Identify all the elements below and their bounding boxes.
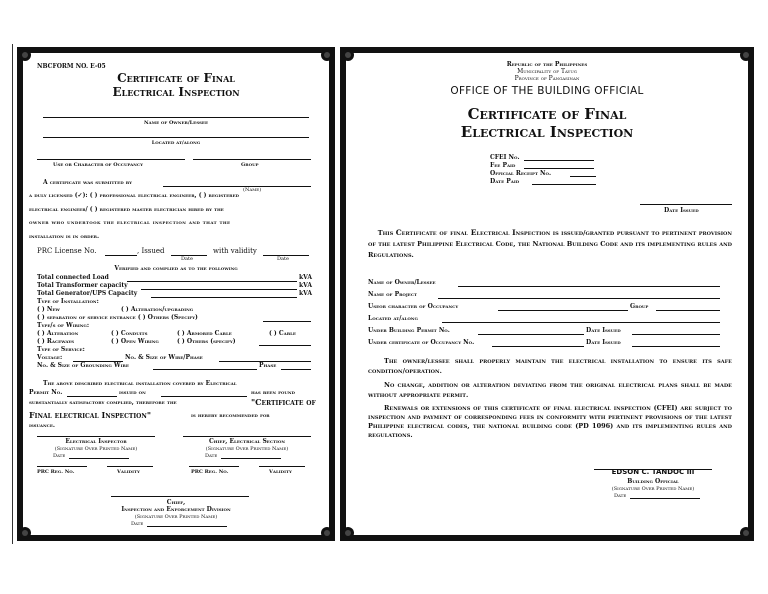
no-size-grounding: No. & Size of Grounding Wire xyxy=(37,362,129,369)
opt-separation: ( ) separation of service entrance ( ) Others (Specify) xyxy=(37,314,198,321)
group-label: Group xyxy=(241,162,259,168)
corner-rivet-icon xyxy=(321,49,333,61)
total-connected-load: Total connected Load xyxy=(37,274,109,281)
date-label-2: Date xyxy=(277,256,289,262)
chief-title: Chief, xyxy=(166,499,186,506)
opt-conduits: ( ) Conduits xyxy=(111,330,148,337)
republic: Republic of the Philippines xyxy=(506,61,588,68)
municipality: Municipality of Tayug xyxy=(517,68,577,75)
official-date: Date xyxy=(614,493,627,499)
corner-rivet-icon xyxy=(19,49,31,61)
sig1-title: Electrical Inspector xyxy=(65,438,127,445)
voltage: Voltage: xyxy=(37,354,63,361)
phase: Phase xyxy=(259,362,277,369)
sig1-date: Date xyxy=(53,453,66,459)
opt-open-wiring: ( ) Open Wiring xyxy=(111,338,159,345)
no-size-wire: No. & Size of Wire/Phase xyxy=(125,354,203,361)
para1-line-e: issuance. xyxy=(29,422,56,429)
para1-line-d: is hereby recommended for xyxy=(191,412,270,419)
validity-1: Validity xyxy=(117,469,140,475)
prc-reg-1: PRC Reg. No. xyxy=(37,469,75,475)
name-tag: (Name) xyxy=(243,187,262,193)
paragraph-4: Renewals or extensions of this certificate of final electrical inspection (CFEI) are subject to inspection and payment of corresponding fees in conformity with pertinent provisions of the latest Philippine electrical codes, the national building code (PD 1096) and its implementing rules and regulations. xyxy=(368,404,732,439)
para1-permit: Permit No. xyxy=(29,389,63,396)
paragraph-2: The owner/lessee shall properly maintain the electrical installation to ensure its safe condition/operation. xyxy=(368,357,732,375)
official-receipt: Official Receipt No. xyxy=(490,170,552,177)
cfei-no: CFEI No. xyxy=(490,154,520,161)
official-sub: (Signature Over Printed Name) xyxy=(611,486,695,492)
validity-2: Validity xyxy=(269,469,292,475)
kva-3: kVA xyxy=(299,290,313,297)
para1-found: has been found xyxy=(251,389,296,396)
type-service: Type of Service: xyxy=(37,346,85,353)
sig1-sub: (Signature Over Printed Name) xyxy=(54,446,138,452)
right-certificate xyxy=(346,53,748,535)
engineer-line: electrical engineer/ ( ) registered master electrician hired by the xyxy=(29,206,224,213)
opt-raceways: ( ) Raceways xyxy=(37,338,75,345)
p1-this: This xyxy=(377,229,394,237)
para1-quote-a: "Certificate of xyxy=(251,397,316,407)
chief-date: Date xyxy=(131,521,144,527)
installation-line: installation is in order. xyxy=(29,233,100,240)
official-name: EDSON C. TANDOC III xyxy=(611,468,695,476)
kva-2: kVA xyxy=(299,282,313,289)
name-owner-label: Name of Owner/Lessee xyxy=(143,120,208,126)
page-left-rule xyxy=(12,44,13,544)
chief-division: Inspection and Enforcement Division xyxy=(121,506,231,513)
prc-license-label: PRC License No. xyxy=(37,247,97,255)
corner-rivet-icon xyxy=(19,527,31,539)
use-occupancy-label: Use or Character of Occupancy xyxy=(53,162,143,168)
use-occupancy: Useor character of Occupancy xyxy=(368,303,459,310)
name-project: Name of Project xyxy=(368,291,417,298)
official-title: Building Official xyxy=(627,478,679,485)
para1-issued: issued on xyxy=(119,389,146,396)
sig2-title: Chief, Electrical Section xyxy=(208,438,286,445)
office-title: OFFICE OF THE BUILDING OFFICIAL xyxy=(450,85,644,97)
opt-alteration: ( ) Alteration xyxy=(37,330,79,337)
chief-sub: (Signature Over Printed Name) xyxy=(134,514,218,520)
fee-paid: Fee Paid xyxy=(490,162,516,169)
issued-label: , Issued xyxy=(137,247,165,255)
date-issued-top: Date Issued xyxy=(664,207,699,214)
owner-line: owner who undertook the electrical inspection and that the xyxy=(29,219,231,226)
corner-rivet-icon xyxy=(740,527,752,539)
under-permit: Under Building Permit No. xyxy=(368,327,450,334)
para1-quote-b: Final electrical Inspection" xyxy=(29,410,152,420)
types-wiring: Type/s of Wiring: xyxy=(37,322,90,329)
submitted-by: A certificate was submitted by xyxy=(43,179,132,186)
opt-new: ( ) New xyxy=(37,306,60,313)
under-cert: Under certificate of Occupancy No. xyxy=(368,339,475,346)
right-title-line2: Electrical Inspection xyxy=(460,123,634,141)
located: Located at/along xyxy=(368,315,418,322)
left-title-line1: Certificate of Final xyxy=(117,71,235,85)
sig2-sub: (Signature Over Printed Name) xyxy=(205,446,289,452)
date-label-1: Date xyxy=(181,256,193,262)
located-label: Located at/along xyxy=(151,140,201,146)
paragraph-1 xyxy=(368,227,732,261)
date-issued-1: Date Issued xyxy=(586,327,621,334)
province: Province of Pangasinan xyxy=(514,75,580,82)
para1-line-c: substantially satisfactory complied, therefore the xyxy=(29,399,177,406)
name-owner: Name of Owner/Lessee xyxy=(368,279,436,286)
total-generator: Total Generator/UPS Capacity xyxy=(37,290,138,297)
paragraph-3: No change, addition or alteration deviating from the original electrical plans shall be made without appropriate permit. xyxy=(368,381,732,399)
p1-rest: is issued/granted pursuant to pertinent provision of the latest Philippine Electrical Code, the National Building Code and its implementing rules and Regulations. xyxy=(368,229,732,259)
corner-rivet-icon xyxy=(321,527,333,539)
right-title-line1: Certificate of Final xyxy=(467,105,627,123)
left-certificate xyxy=(23,53,329,535)
licensed-line: a duly licensed (✓): ( ) professional electrical engineer, ( ) registered xyxy=(29,192,239,199)
form-number: NBCFORM NO. E-05 xyxy=(37,63,106,70)
opt-others: ( ) Others (specify) xyxy=(177,338,236,345)
date-paid: Date Paid xyxy=(490,178,520,185)
total-transformer: Total Transformer capacity xyxy=(37,282,128,289)
group: Group xyxy=(630,303,649,310)
opt-armored-cable: ( ) Armored Cable xyxy=(177,330,232,337)
kva-1: kVA xyxy=(299,274,313,281)
corner-rivet-icon xyxy=(342,527,354,539)
date-issued-2: Date Issued xyxy=(586,339,621,346)
opt-cable: ( ) Cable xyxy=(269,330,296,337)
with-validity-label: with validity xyxy=(213,247,257,255)
para1-line-a: The above described electrical installation covered by Electrical xyxy=(43,380,237,387)
opt-alteration-upgrading: ( ) Alteration/upgrading xyxy=(121,306,194,313)
corner-rivet-icon xyxy=(342,49,354,61)
sig2-date: Date xyxy=(205,453,218,459)
verified-heading: Verified and complied as to the following xyxy=(114,265,238,272)
prc-reg-2: PRC Reg. No. xyxy=(191,469,229,475)
corner-rivet-icon xyxy=(740,49,752,61)
left-title-line2: Electrical Inspection xyxy=(112,85,240,99)
type-installation: Type of Installation: xyxy=(37,298,99,305)
p1-bold: Certificate of final Electrical Inspection xyxy=(395,228,551,237)
